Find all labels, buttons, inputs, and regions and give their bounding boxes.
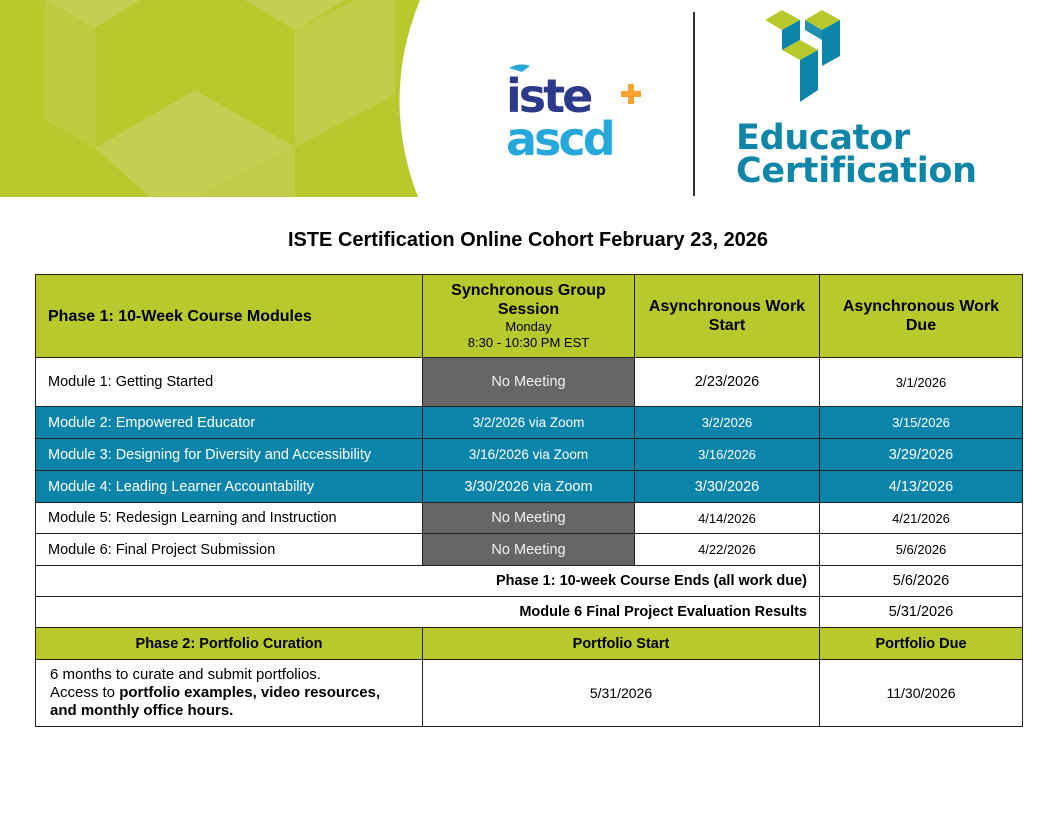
summary-label: Phase 1: 10-week Course Ends (all work due) xyxy=(36,566,820,597)
module-name: Module 6: Final Project Submission xyxy=(36,534,423,566)
svg-text:ascd: ascd xyxy=(506,112,613,162)
table-row xyxy=(36,358,1023,407)
header-sync-day: Monday xyxy=(505,319,552,334)
start-date: 3/2/2026 xyxy=(635,407,820,439)
cert-line-2: Certification xyxy=(736,151,977,191)
page-title: ISTE Certification Online Cohort February 23, 2026 xyxy=(287,229,769,251)
module-name: Module 2: Empowered Educator xyxy=(36,407,423,439)
portfolio-desc-bold: portfolio examples, video resources, and monthly office hours. xyxy=(50,684,381,719)
header-portfolio-curation: Phase 2: Portfolio Curation xyxy=(36,628,423,660)
table-row xyxy=(36,471,1023,503)
session-cell: 3/2/2026 via Zoom xyxy=(423,407,635,439)
header-portfolio-start: Portfolio Start xyxy=(423,628,820,660)
table-row xyxy=(36,503,1023,534)
header-banner xyxy=(0,0,1056,197)
cert-line-1: Educator xyxy=(736,118,910,158)
cohort-schedule-table xyxy=(35,274,1023,727)
module-name: Module 1: Getting Started xyxy=(36,358,423,407)
portfolio-start-date: 5/31/2026 xyxy=(423,660,820,727)
evaluation-results-row xyxy=(36,597,1023,628)
due-date: 5/6/2026 xyxy=(820,534,1023,566)
due-date: 4/13/2026 xyxy=(820,471,1023,503)
due-date: 4/21/2026 xyxy=(820,503,1023,534)
educator-certification-cube-icon xyxy=(760,10,860,106)
portfolio-desc-access: Access to xyxy=(50,684,120,701)
phase2-header-row xyxy=(36,628,1023,660)
header-sync-time: 8:30 - 10:30 PM EST xyxy=(467,335,590,350)
due-date: 3/29/2026 xyxy=(820,439,1023,471)
module-name: Module 4: Leading Learner Accountability xyxy=(36,471,423,503)
start-date: 2/23/2026 xyxy=(635,358,820,407)
summary-date: 5/31/2026 xyxy=(820,597,1023,628)
summary-label: Module 6 Final Project Evaluation Results xyxy=(36,597,820,628)
header-async-start: Asynchronous Work Start xyxy=(635,275,820,358)
start-date: 3/16/2026 xyxy=(635,439,820,471)
header-async-due: Asynchronous Work Due xyxy=(820,275,1023,358)
start-date: 3/30/2026 xyxy=(635,471,820,503)
due-date: 3/1/2026 xyxy=(820,358,1023,407)
header-portfolio-due: Portfolio Due xyxy=(820,628,1023,660)
portfolio-due-date: 11/30/2026 xyxy=(820,660,1023,727)
iste-ascd-logo xyxy=(506,62,656,162)
due-date: 3/15/2026 xyxy=(820,407,1023,439)
session-cell: 3/30/2026 via Zoom xyxy=(423,471,635,503)
table-row xyxy=(36,407,1023,439)
session-cell: No Meeting xyxy=(423,503,635,534)
session-cell: No Meeting xyxy=(423,534,635,566)
logo-divider xyxy=(693,12,695,196)
portfolio-description xyxy=(36,660,423,727)
header-sync-session xyxy=(423,275,635,358)
header-modules: Phase 1: 10-Week Course Modules xyxy=(36,275,423,358)
module-name: Module 3: Designing for Diversity and Accessibility xyxy=(36,439,423,471)
summary-date: 5/6/2026 xyxy=(820,566,1023,597)
session-cell: 3/16/2026 via Zoom xyxy=(423,439,635,471)
start-date: 4/14/2026 xyxy=(635,503,820,534)
svg-text:iste: iste xyxy=(506,69,591,123)
phase1-end-row xyxy=(36,566,1023,597)
educator-certification-wordmark xyxy=(736,118,977,191)
portfolio-desc-line1: 6 months to curate and submit portfolios. xyxy=(50,666,321,683)
table-row xyxy=(36,534,1023,566)
phase2-body-row xyxy=(36,660,1023,727)
module-name: Module 5: Redesign Learning and Instruction xyxy=(36,503,423,534)
session-cell: No Meeting xyxy=(423,358,635,407)
header-sync-title: Synchronous Group Session xyxy=(451,282,606,318)
table-row xyxy=(36,439,1023,471)
phase1-header-row xyxy=(36,275,1023,358)
start-date: 4/22/2026 xyxy=(635,534,820,566)
